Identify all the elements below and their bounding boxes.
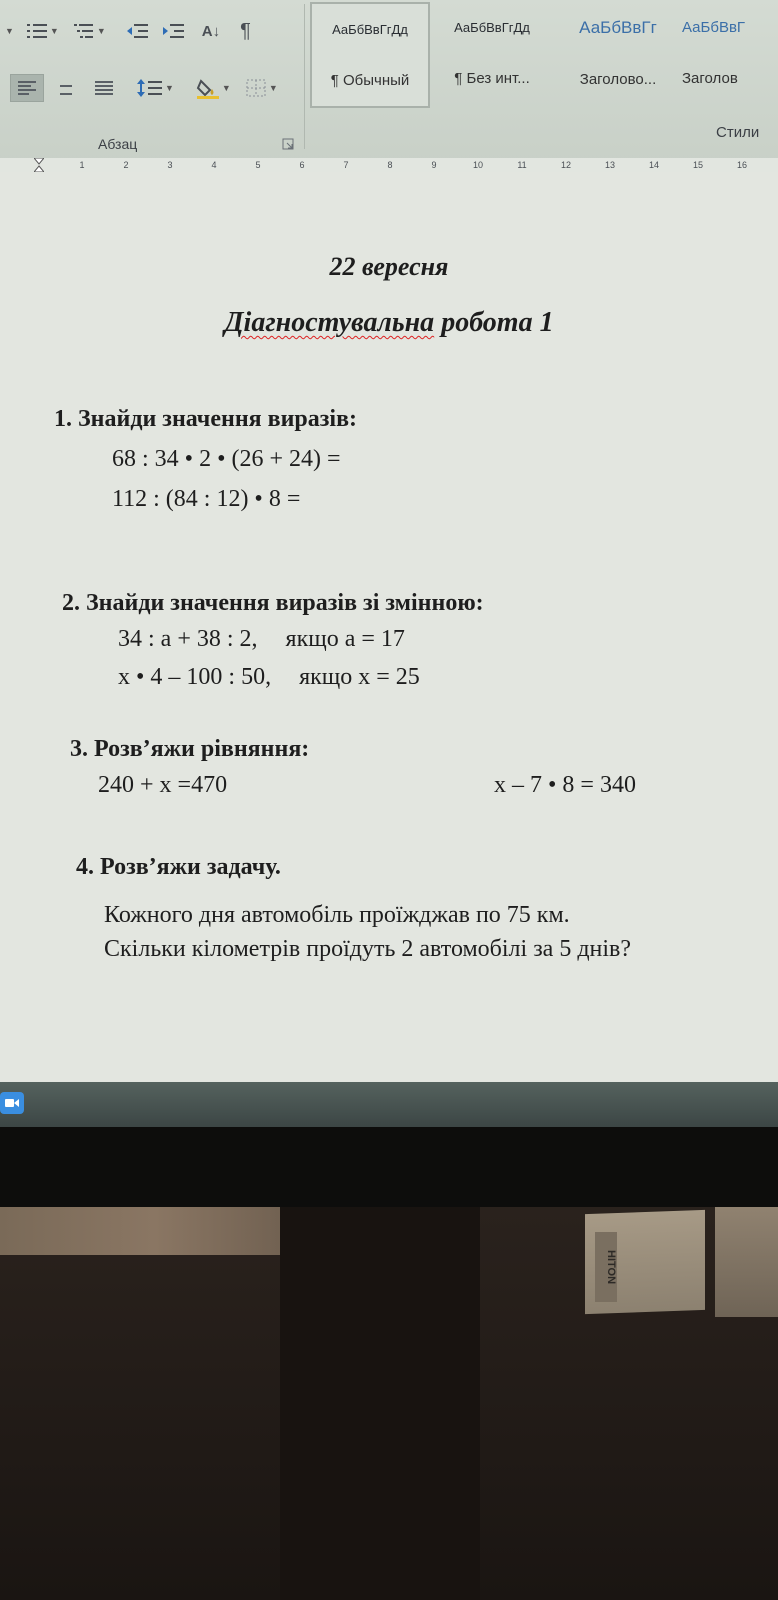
chevron-down-icon: ▼ [221, 83, 231, 93]
paragraph-toolbar-row-2 [10, 74, 281, 102]
title-rest: робота 1 [434, 307, 554, 338]
ruler-mark: 6 [299, 160, 305, 170]
style-heading-2[interactable] [682, 2, 778, 104]
increase-indent-icon [162, 22, 186, 40]
justify-button[interactable] [88, 75, 120, 101]
multilevel-list-icon [73, 22, 95, 40]
ruler-mark: 9 [431, 160, 437, 170]
ruler-mark: 10 [472, 160, 483, 170]
style-sample: АаБбВвГ [682, 19, 746, 36]
equation-right: x – 7 • 8 = 340 [494, 772, 636, 798]
chevron-down-icon: ▼ [5, 26, 14, 36]
style-name: Заголово... [579, 70, 657, 88]
bullets-button[interactable] [0, 18, 17, 44]
indent-marker-icon[interactable] [34, 158, 44, 172]
ruler-mark: 14 [648, 160, 659, 170]
video-camera-icon [5, 1098, 19, 1108]
ribbon [0, 0, 778, 170]
ruler-mark: 2 [123, 160, 129, 170]
style-sample: АаБбВвГгДд [332, 21, 408, 37]
document-page[interactable] [0, 172, 778, 1082]
align-center-button[interactable] [50, 75, 82, 101]
decrease-indent-icon [126, 22, 150, 40]
app-taskbar-button[interactable] [0, 1092, 24, 1114]
chevron-down-icon: ▼ [165, 83, 174, 93]
justify-icon [95, 81, 113, 95]
style-name: Заголов [682, 70, 738, 87]
cardboard-box [715, 1207, 778, 1317]
box-label: HITON [595, 1232, 617, 1302]
pilcrow-icon: ¶ [240, 19, 251, 42]
ruler-mark: 1 [79, 160, 85, 170]
task-2-heading: 2. Знайди значення виразів зі змінною: [62, 590, 484, 616]
chevron-down-icon: ▼ [49, 26, 59, 36]
align-left-button[interactable] [10, 74, 44, 102]
task-3-heading: 3. Розв’яжи рівняння: [70, 736, 310, 762]
style-sample: АаБбВвГг [579, 18, 657, 38]
expression: x • 4 – 100 : 50, [118, 664, 272, 690]
chevron-down-icon: ▼ [96, 26, 106, 36]
task-4-text: Скільки кілометрів проїдуть 2 автомобілі за 5 днів? [104, 936, 632, 962]
monitor-bezel [0, 1127, 778, 1207]
ruler-mark: 12 [560, 160, 571, 170]
document-title [0, 307, 778, 339]
borders-icon [245, 78, 267, 98]
ruler-mark: 13 [604, 160, 615, 170]
paragraph-toolbar-row-1 [0, 18, 254, 44]
dialog-launcher-icon[interactable] [282, 138, 294, 150]
line-spacing-button[interactable] [134, 75, 177, 101]
group-divider [304, 4, 305, 149]
task-4-heading: 4. Розв’яжи задачу. [76, 854, 281, 880]
styles-group-label: Стили [716, 124, 760, 141]
ruler-mark: 11 [517, 160, 527, 170]
multilevel-list-button[interactable] [70, 18, 109, 44]
style-name: ¶ Обычный [330, 71, 410, 89]
expression: 34 : a + 38 : 2, [118, 626, 258, 652]
task-1-heading: 1. Знайди значення виразів: [54, 406, 358, 432]
task-4-text: Кожного дня автомобіль проїжджав по 75 км. [104, 902, 570, 928]
decrease-indent-button[interactable] [123, 18, 153, 44]
background-wall [0, 1207, 310, 1255]
task-2-expression [118, 626, 405, 653]
paint-bucket-icon [196, 77, 220, 99]
increase-indent-button[interactable] [159, 18, 189, 44]
sort-button[interactable] [199, 18, 223, 44]
ruler-mark: 15 [692, 160, 703, 170]
shading-button[interactable] [193, 75, 234, 101]
condition: якщо x = 25 [299, 664, 420, 690]
ruler-mark: 4 [211, 160, 217, 170]
style-normal[interactable] [310, 2, 430, 108]
ruler-mark: 3 [167, 160, 173, 170]
chevron-down-icon: ▼ [268, 83, 278, 93]
equation-left: 240 + x =470 [98, 772, 228, 798]
condition: якщо а = 17 [285, 626, 405, 652]
misspelled-word[interactable]: Діагностувальна [224, 307, 435, 338]
paragraph-group-label: Абзац [98, 136, 138, 152]
align-center-icon [57, 81, 75, 95]
ruler-mark: 8 [387, 160, 393, 170]
show-formatting-marks-button[interactable] [237, 18, 254, 44]
task-1-expression: 112 : (84 : 12) • 8 = [112, 486, 301, 512]
task-2-expression [118, 664, 420, 691]
numbering-button[interactable] [23, 18, 62, 44]
style-heading-1[interactable] [560, 2, 676, 104]
line-spacing-icon [137, 78, 163, 98]
styles-gallery [310, 2, 778, 106]
ruler-mark: 5 [255, 160, 261, 170]
document-date: 22 вересня [329, 252, 449, 281]
task-1-expression: 68 : 34 • 2 • (26 + 24) = [112, 446, 341, 472]
style-name: ¶ Без инт... [454, 69, 530, 87]
style-no-spacing[interactable] [434, 2, 550, 104]
align-left-icon [18, 81, 36, 95]
numbering-icon [26, 22, 48, 40]
sort-icon: A↓ [201, 22, 221, 40]
horizontal-ruler[interactable] [0, 158, 778, 172]
windows-taskbar [0, 1082, 778, 1127]
monitor-stand [280, 1207, 480, 1600]
ruler-mark: 16 [736, 160, 747, 170]
borders-button[interactable] [242, 75, 281, 101]
ruler-mark: 7 [343, 160, 349, 170]
style-sample: АаБбВвГгДд [454, 19, 530, 35]
